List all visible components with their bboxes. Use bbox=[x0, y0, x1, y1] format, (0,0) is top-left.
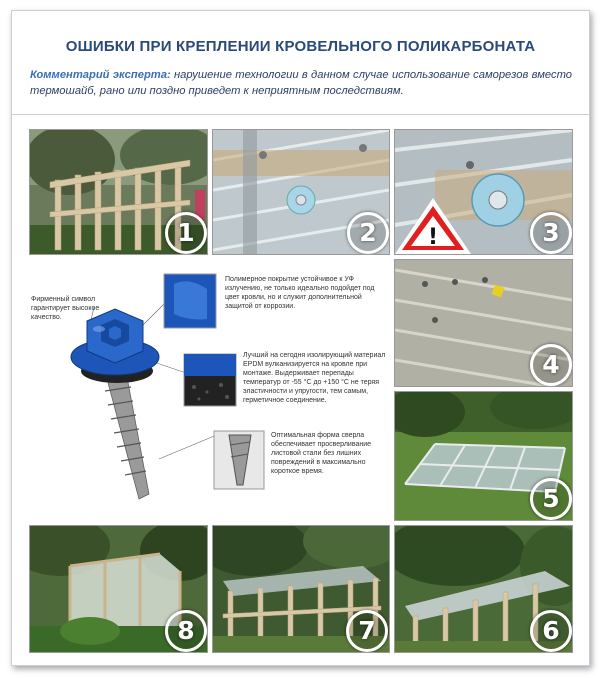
screw-diagram bbox=[29, 259, 388, 519]
photo-2-washer-on-sheet bbox=[212, 129, 390, 255]
note-coating: Полимерное покрытие устойчивое к УФ излучению, не только идеально подойдет под цвет кровли, но и служит дополнительной защитой от коррозии. bbox=[225, 276, 375, 310]
note-epdm: Лучший на сегодня изолирующий материал EPDM вулканизируется на кровле при монтаже. Выдерживает перепады температур от -55 °С до +150 °С не теряя эластичности и упругости, тем самым, герметичное соединение. bbox=[243, 352, 386, 404]
photo-number-7: 7 bbox=[346, 610, 388, 652]
divider bbox=[12, 114, 589, 115]
photo-3-warning bbox=[394, 129, 573, 255]
infographic-card bbox=[11, 10, 590, 666]
photo-number-1: 1 bbox=[165, 212, 207, 254]
page-title: ОШИБКИ ПРИ КРЕПЛЕНИИ КРОВЕЛЬНОГО ПОЛИКАРБОНАТА bbox=[65, 38, 536, 55]
note-brand: Фирменный символ гарантирует высокое качество. bbox=[31, 296, 100, 321]
photo-number-6: 6 bbox=[530, 610, 572, 652]
expert-comment bbox=[30, 67, 572, 99]
expert-comment-text: нарушение технологии в данном случае использование саморезов вместо термошайб, рано или поздно приведет к неприятным последствиям. bbox=[30, 69, 572, 97]
svg-text:!: ! bbox=[427, 225, 439, 250]
photo-number-3: 3 bbox=[530, 212, 572, 254]
photo-number-2: 2 bbox=[347, 212, 389, 254]
photo-5-frame-on-grass bbox=[394, 391, 573, 521]
photo-8-finished-greenhouse bbox=[29, 525, 208, 653]
photo-number-8: 8 bbox=[165, 610, 207, 652]
photo-7-frame-with-roof bbox=[212, 525, 390, 653]
expert-comment-label: Комментарий эксперта: bbox=[30, 69, 171, 81]
photo-6-covered-frame bbox=[394, 525, 573, 653]
photo-number-5: 5 bbox=[530, 478, 572, 520]
photo-4-corrugated-sheet bbox=[394, 259, 573, 387]
photo-1-wooden-frame bbox=[29, 129, 208, 255]
photo-number-4: 4 bbox=[530, 344, 572, 386]
note-drill: Оптимальная форма сверла обеспечивает просверливание листовой стали без лишних повреждений в максимально короткое время. bbox=[271, 432, 372, 475]
